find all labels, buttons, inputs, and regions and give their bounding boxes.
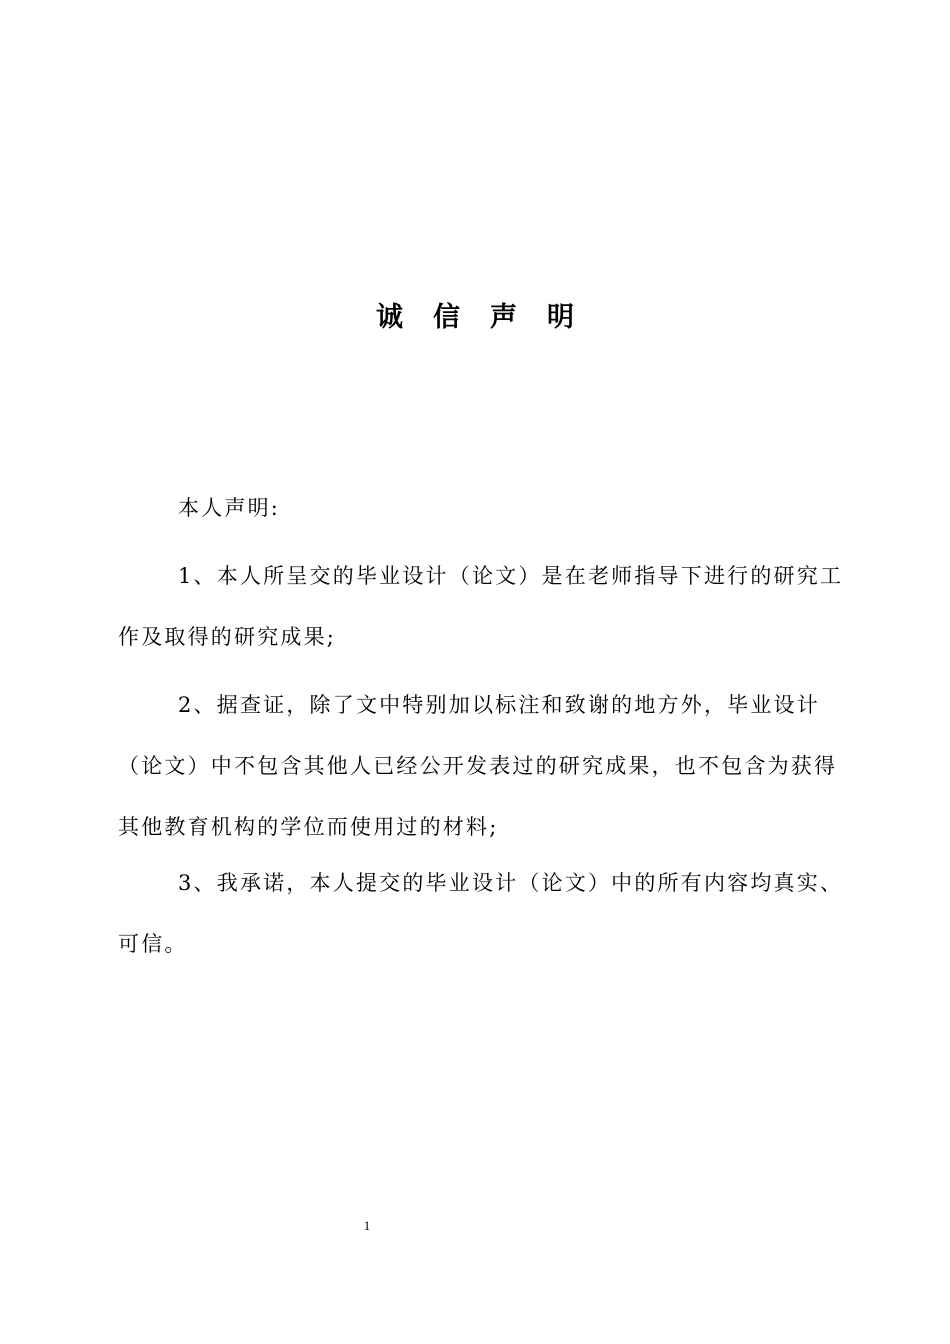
declaration-item-1 xyxy=(118,546,858,668)
intro-text: 本人声明: xyxy=(178,496,281,520)
item-text: 2、据查证，除了文中特别加以标注和致谢的地方外，毕业设计（论文）中不包含其他人已经公开发表过的研究成果，也不包含为获得其他教育机构的学位而使用过的材料; xyxy=(118,693,838,839)
page-number: 1 xyxy=(363,1218,371,1233)
declaration-item-2 xyxy=(118,675,858,858)
page-title: 诚信声明 xyxy=(376,302,604,333)
declaration-item-3 xyxy=(118,853,858,975)
item-text: 3、我承诺，本人提交的毕业设计（论文）中的所有内容均真实、可信。 xyxy=(118,871,844,956)
item-text: 1、本人所呈交的毕业设计（论文）是在老师指导下进行的研究工作及取得的研究成果; xyxy=(118,564,844,649)
declaration-intro xyxy=(118,478,858,539)
